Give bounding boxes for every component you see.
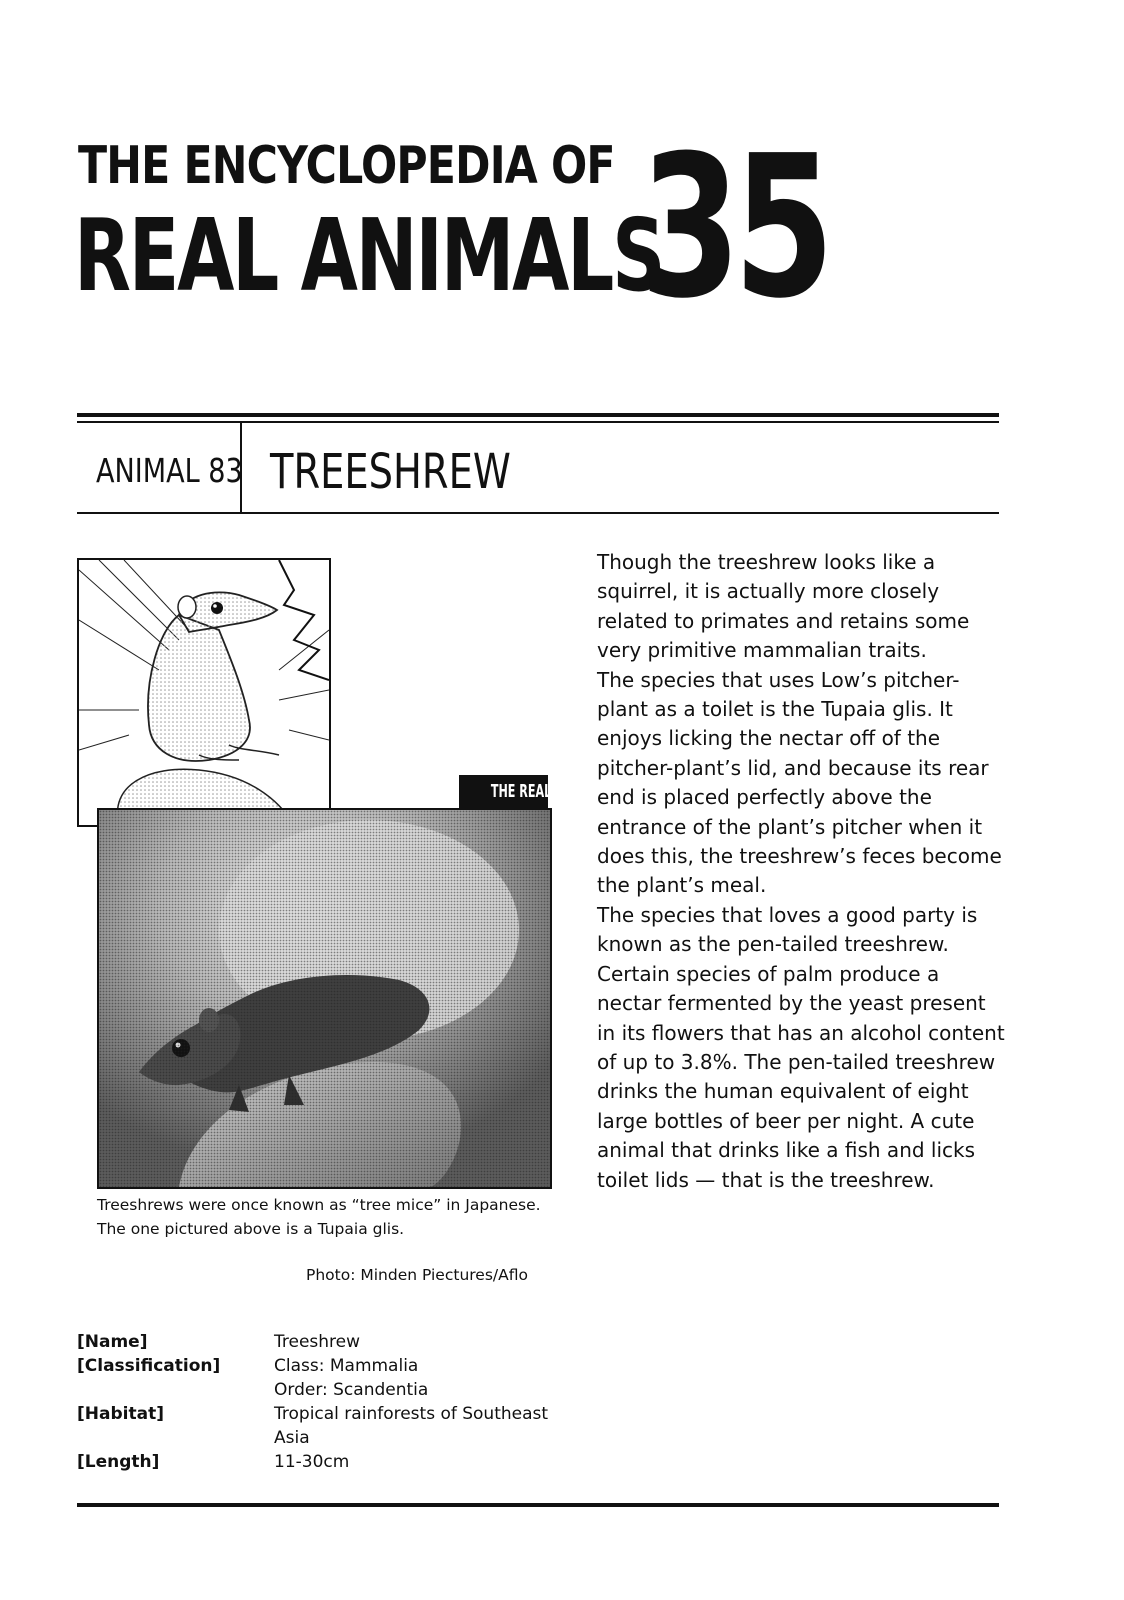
manga-illustration-panel	[77, 558, 331, 827]
fact-row-order	[77, 1378, 574, 1402]
fact-key-length: [Length]	[77, 1452, 160, 1472]
footer-rule	[77, 1503, 999, 1507]
fact-key-classification: [Classification]	[77, 1356, 221, 1376]
fact-val-order: Order: Scandentia	[274, 1380, 429, 1400]
fact-val-length: 11-30cm	[274, 1452, 350, 1472]
fact-row-length	[77, 1450, 574, 1474]
title-line-2: REAL ANIMALS	[74, 197, 664, 314]
body-paragraph-1: Though the treeshrew looks like a squirrel, it is actually more closely related to primates and retains some very primitive mammalian traits.	[597, 550, 970, 663]
body-text	[597, 548, 1007, 1195]
facts-table	[77, 1330, 574, 1474]
fact-val-name: Treeshrew	[274, 1332, 361, 1352]
photo-image	[99, 810, 550, 1187]
header-rule-bottom	[77, 512, 999, 514]
volume-number: 35	[640, 114, 828, 342]
treeshrew-photo	[97, 808, 552, 1189]
header-rule-thick	[77, 413, 999, 417]
fact-val-habitat: Tropical rainforests of Southeast Asia	[274, 1404, 549, 1448]
body-paragraph-3: The species that loves a good party is known as the pen-tailed treeshrew. Certain species of palm produce a nectar fermented by the yeast present in its flowers that has an alcohol content of up to 3.8%. The pen-tailed treeshrew drinks the human equivalent of eight large bottles of beer per night. A cute animal that drinks like a fish and licks toilet lids — that is the treeshrew.	[597, 902, 1005, 1192]
fact-key-name: [Name]	[77, 1332, 148, 1352]
animal-number-label: ANIMAL 83	[96, 451, 243, 490]
fact-key-empty	[77, 1378, 274, 1402]
real-thing-label: THE REAL THING	[490, 781, 595, 802]
fact-key-habitat: [Habitat]	[77, 1404, 164, 1424]
animal-name-heading: TREESHREW	[270, 444, 511, 500]
title-line-1: THE ENCYCLOPEDIA OF	[78, 136, 615, 196]
real-thing-tag	[459, 775, 595, 809]
fact-val-class: Class: Mammalia	[274, 1356, 419, 1376]
fact-row-habitat	[77, 1402, 574, 1450]
fact-row-classification	[77, 1354, 574, 1378]
photo-caption: Treeshrews were once known as “tree mice” in Japanese. The one pictured above is a Tupaia glis.	[97, 1196, 541, 1238]
treeshrew-drawing	[79, 560, 329, 825]
body-paragraph-2: The species that uses Low’s pitcher-plant as a toilet is the Tupaia glis. It enjoys licking the nectar off of the pitcher-plant’s lid, and because its rear end is placed perfectly above the entrance of the plant’s pitcher when it does this, the treeshrew’s feces become the plant’s meal.	[597, 667, 1002, 898]
fact-row-name	[77, 1330, 574, 1354]
photo-credit: Photo: Minden Piectures/Aflo	[306, 1266, 528, 1284]
header-rule-thin	[77, 421, 999, 423]
